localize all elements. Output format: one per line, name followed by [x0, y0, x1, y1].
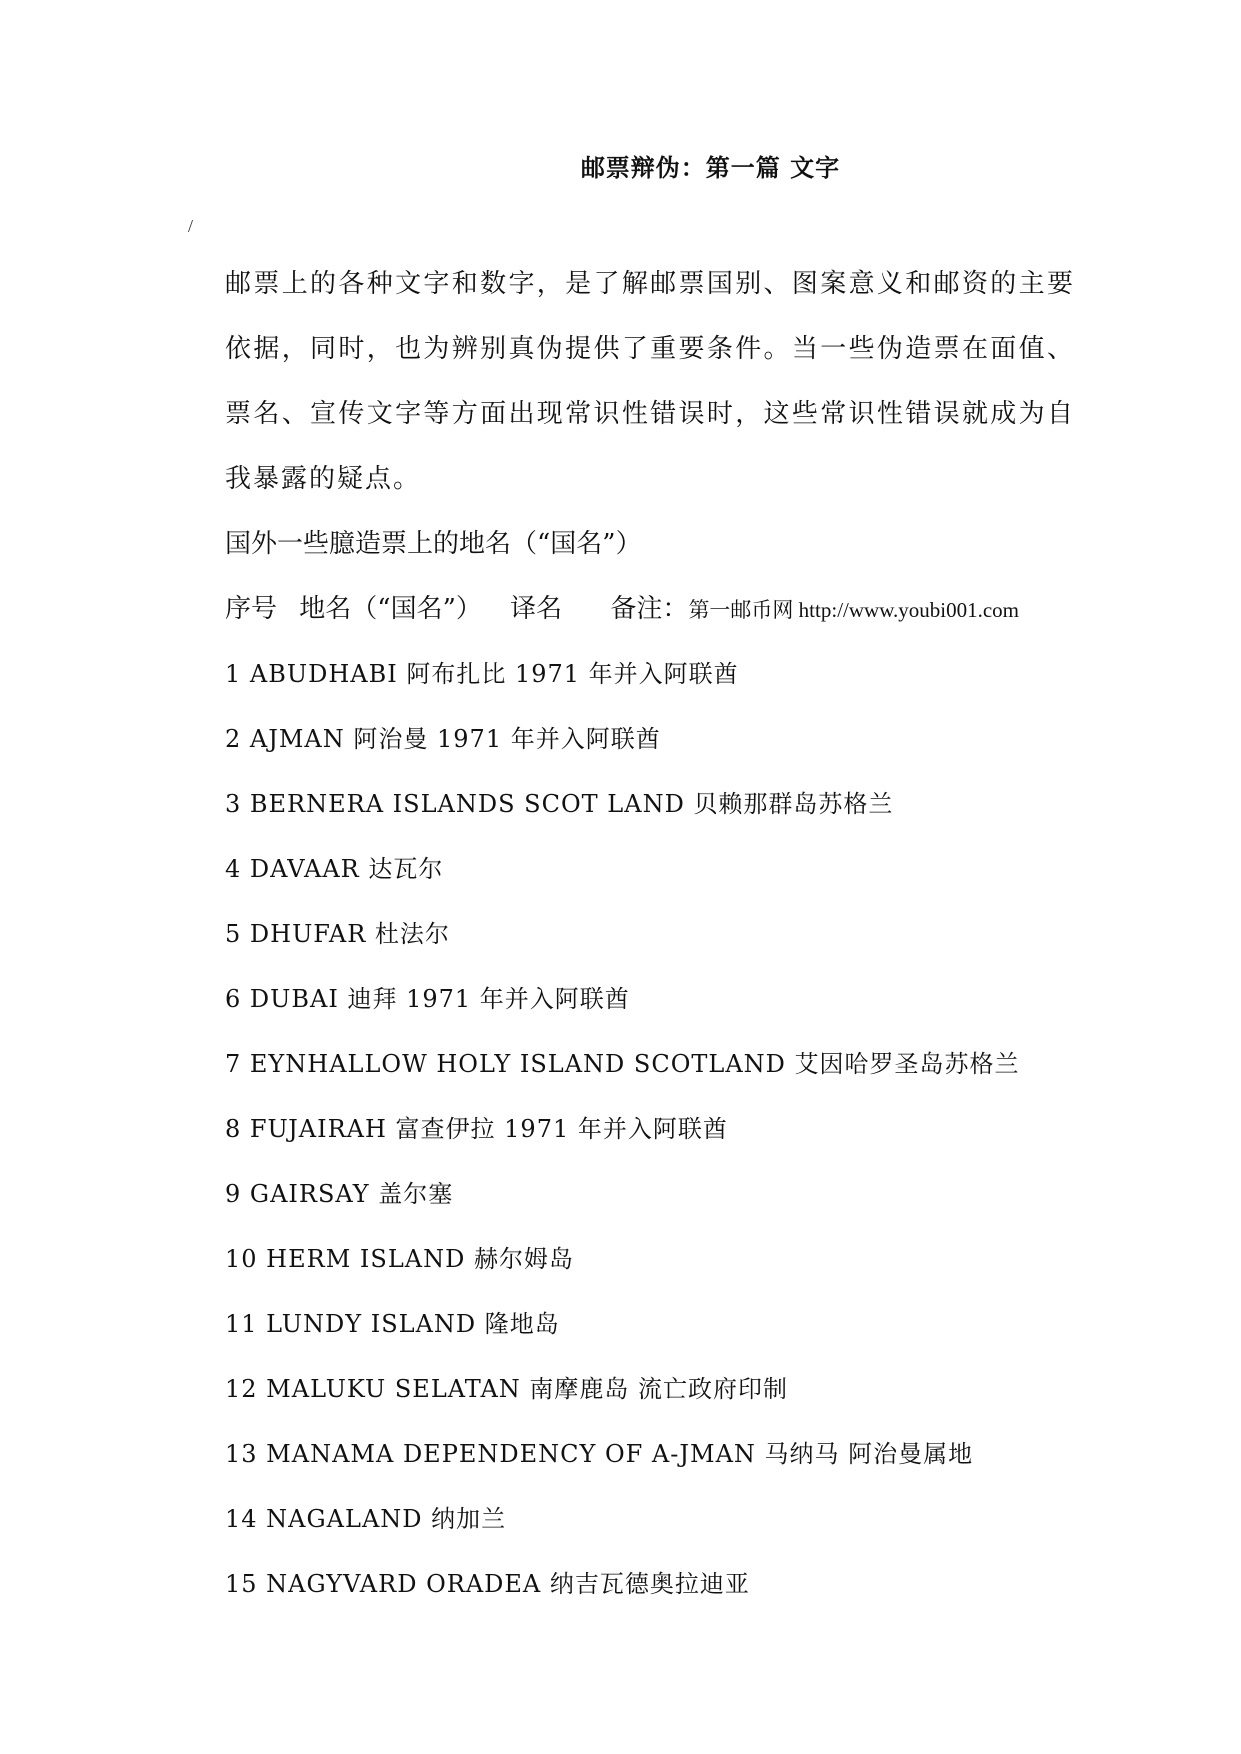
section-heading: 国外一些臆造票上的地名（“国名”）: [225, 529, 642, 559]
stray-slash-mark: /: [188, 216, 194, 236]
header-seq: 序号: [225, 594, 278, 624]
list-item: 8 FUJAIRAH 富查伊拉 1971 年并入阿联酋: [225, 1115, 728, 1143]
list-item: 11 LUNDY ISLAND 隆地岛: [225, 1310, 560, 1338]
table-header: [225, 577, 1125, 642]
list-item: 5 DHUFAR 杜法尔: [225, 920, 450, 948]
list-item: 15 NAGYVARD ORADEA 纳吉瓦德奥拉迪亚: [225, 1570, 750, 1598]
list-item: 10 HERM ISLAND 赫尔姆岛: [225, 1245, 574, 1273]
header-note: 备注：: [610, 594, 689, 624]
list-item: 6 DUBAI 迪拜 1971 年并入阿联酋: [225, 985, 630, 1013]
list-item: 14 NAGALAND 纳加兰: [225, 1505, 507, 1533]
list-item: 7 EYNHALLOW HOLY ISLAND SCOTLAND 艾因哈罗圣岛苏格兰: [225, 1050, 1020, 1078]
content-lines: [225, 512, 1125, 1617]
list-item: 4 DAVAAR 达瓦尔: [225, 855, 444, 883]
document-title: 邮票辩伪：第一篇 文字: [580, 153, 841, 182]
list-item: 13 MANAMA DEPENDENCY OF A-JMAN 马纳马 阿治曼属地: [225, 1440, 974, 1468]
list-item: 12 MALUKU SELATAN 南摩鹿岛 流亡政府印制: [225, 1375, 789, 1403]
source-watermark: 第一邮币网 http://www.youbi001.com: [688, 598, 1019, 622]
list-item: 3 BERNERA ISLANDS SCOT LAND 贝赖那群岛苏格兰: [225, 790, 894, 818]
header-trans: 译名: [510, 594, 563, 624]
list-item: 9 GAIRSAY 盖尔塞: [225, 1180, 454, 1208]
list-item: 2 AJMAN 阿治曼 1971 年并入阿联酋: [225, 725, 661, 753]
header-place: 地名（“国名”）: [299, 594, 482, 624]
list-item: 1 ABUDHABI 阿布扎比 1971 年并入阿联酋: [225, 660, 739, 688]
intro-paragraph: 邮票上的各种文字和数字，是了解邮票国别、图案意义和邮资的主要依据，同时，也为辨别真伪提供了重要条件。当一些伪造票在面值、票名、宣传文字等方面出现常识性错误时，这些常识性错误就成为自我暴露的疑点。: [225, 269, 1075, 494]
